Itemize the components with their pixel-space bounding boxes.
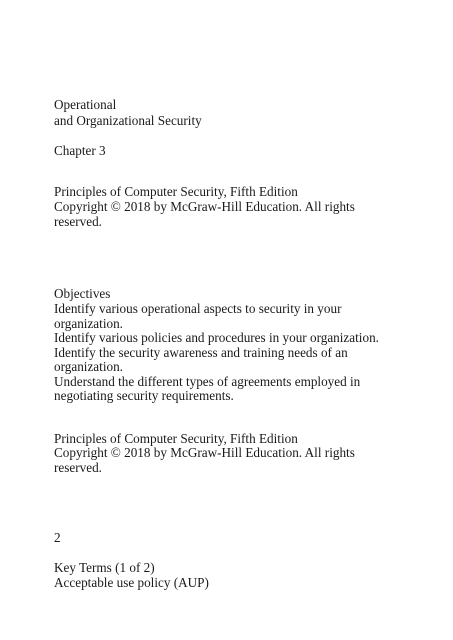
chapter-label: Chapter 3 [54,143,106,158]
copyright-line-1b: reserved. [54,214,102,229]
objective-line-4: Identify the security awareness and training needs of an [54,345,348,360]
title-line-1: Operational [54,97,117,112]
objective-line-2: organization. [54,316,123,331]
key-terms-heading: Key Terms (1 of 2) [54,560,155,575]
page-number: 2 [54,530,61,545]
objective-line-6: Understand the different types of agreements employed in [54,374,361,389]
objective-line-3: Identify various policies and procedures in your organization. [54,330,379,345]
title-line-2: and Organizational Security [54,113,202,128]
objective-line-5: organization. [54,359,123,374]
copyright-line-1a: Copyright © 2018 by McGraw-Hill Education. All rights [54,199,355,214]
copyright-line-2a: Copyright © 2018 by McGraw-Hill Education. All rights [54,445,355,460]
key-term-item: Acceptable use policy (AUP) [54,575,209,590]
objective-line-7: negotiating security requirements. [54,388,234,403]
copyright-line-2b: reserved. [54,460,102,475]
objective-line-1: Identify various operational aspects to security in your [54,301,342,316]
objectives-heading: Objectives [54,286,111,301]
book-title-1: Principles of Computer Security, Fifth Edition [54,184,298,199]
book-title-2: Principles of Computer Security, Fifth Edition [54,431,298,446]
